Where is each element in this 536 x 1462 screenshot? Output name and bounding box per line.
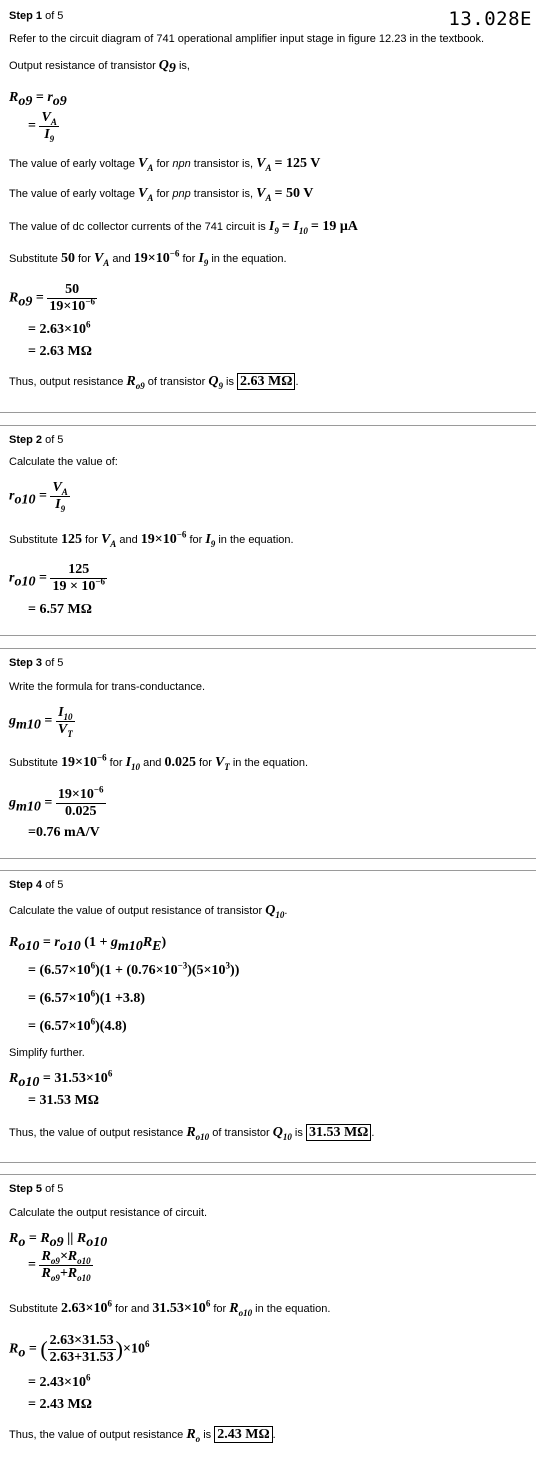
- step-2: [0, 425, 536, 635]
- step-4-formula: $R_{o10} = r_{o10}$ $(1 + g_{m10}R_E)$: [9, 935, 167, 954]
- step-1-calc: $R_{o9}$ = $\frac{50}{19\times 10^{-6}}$: [9, 282, 95, 314]
- step-3-result: =0.76 mA/V: [28, 825, 100, 840]
- step-3: [0, 648, 536, 858]
- step-2-header: Step 2 of 5: [9, 434, 64, 446]
- step-3-calc: $g_{m10}$ = $\frac{19\times 10^{-6}}{0.025}$: [9, 784, 104, 819]
- step-4-line-4: = $(6.57\times 10^6)(4.8)$: [28, 1016, 127, 1034]
- step-5-conclusion: Thus, the value of output resistance $R_o$ is 2.43 MΩ .: [9, 1427, 276, 1444]
- step-4: [0, 870, 536, 1162]
- step-5-header: Step 5 of 5: [9, 1183, 64, 1195]
- step-4-conclusion: Thus, the value of output resistance $R_{o10}$ of transistor $Q_{10}$ is 31.53 MΩ .: [9, 1125, 375, 1142]
- step-5-calc: $R_o$ = ( $\frac{2.63\times 31.53}{2.63+31.53}$ )$\times 10^6$: [9, 1333, 150, 1365]
- step-4-simplify: Simplify further.: [9, 1047, 85, 1059]
- step-1-line-5: The value of dc collector currents of the 741 circuit is $I_9 = I_{10} = 19$ μA: [9, 219, 358, 236]
- divider: [0, 1162, 536, 1163]
- step-1-result-1: = $2.63\times 10^6$: [28, 319, 91, 337]
- step-1-answer-box: 2.63 MΩ: [237, 373, 295, 390]
- divider: [0, 858, 536, 859]
- step-4-header: Step 4 of 5: [9, 879, 64, 891]
- step-4-result-1: $R_{o10} = 31.53\times 10^6$: [9, 1068, 113, 1090]
- step-5-formula-2: = $\frac{R_{o9}\times R_{o10}}{R_{o9}+R_{o10}}$: [28, 1249, 91, 1283]
- step-5-result-1: = $2.43\times 10^6$: [28, 1372, 91, 1390]
- step-3-formula: $g_{m10}$ = $\frac{I_{10}}{V_T}$: [9, 705, 73, 739]
- step-4-intro: Calculate the value of output resistance of transistor $Q_{10}$.: [9, 903, 288, 920]
- step-2-intro: Calculate the value of:: [9, 456, 118, 468]
- step-1-formula-2: = $\frac{V_A}{I_9}$: [28, 110, 57, 144]
- step-1-intro: Refer to the circuit diagram of 741 operational amplifier input stage in figure 12.23 in the textbook.: [9, 33, 485, 45]
- step-5: [0, 1174, 536, 1462]
- step-4-line-3: = $(6.57\times 10^6)(1 +3.8)$: [28, 988, 146, 1006]
- step-3-intro: Write the formula for trans-conductance.: [9, 681, 206, 693]
- step-2-result: = 6.57 MΩ: [28, 602, 92, 617]
- divider: [0, 412, 536, 413]
- step-1-line-4: The value of early voltage $V_A$ for pnp transistor is, $V_A = 50$ V: [9, 186, 314, 203]
- step-4-result-2: = 31.53 MΩ: [28, 1093, 99, 1108]
- step-3-header: Step 3 of 5: [9, 657, 64, 669]
- step-5-formula-1: $R_o = R_{o9}$ || $R_{o10}$: [9, 1231, 108, 1250]
- step-5-answer-box: 2.43 MΩ: [214, 1426, 272, 1443]
- step-1-line-3: The value of early voltage $V_A$ for npn transistor is, $V_A = 125$ V: [9, 156, 321, 173]
- step-5-substitute: Substitute $2.63\times 10^6$ for and $31.53\times 10^6$ for $R_{o10}$ in the equation.: [9, 1298, 331, 1318]
- step-5-intro: Calculate the output resistance of circuit.: [9, 1207, 208, 1219]
- step-1: [0, 0, 536, 412]
- step-1-formula-1: $R_{o9} = r_{o9}$: [9, 90, 67, 109]
- step-1-conclusion: Thus, output resistance $R_{o9}$ of transistor $Q_9$ is 2.63 MΩ .: [9, 374, 299, 391]
- divider: [0, 635, 536, 636]
- step-1-result-2: = 2.63 MΩ: [28, 344, 92, 359]
- step-1-substitute: Substitute 50 for $V_A$ and $19\times 10^{-6}$ for $I_9$ in the equation.: [9, 248, 287, 268]
- step-4-answer-box: 31.53 MΩ: [306, 1124, 371, 1141]
- step-1-header: Step 1 of 5: [9, 10, 64, 22]
- step-2-formula: $r_{o10}$ = $\frac{V_A}{I_9}$: [9, 480, 68, 514]
- step-3-substitute: Substitute $19\times 10^{-6}$ for $I_{10}$ and 0.025 for $V_T$ in the equation.: [9, 752, 309, 772]
- step-5-result-2: = 2.43 MΩ: [28, 1397, 92, 1412]
- step-1-line-2: Output resistance of transistor $Q_9$ is,: [9, 58, 190, 77]
- step-2-substitute: Substitute 125 for $V_A$ and $19\times 10^{-6}$ for $I_9$ in the equation.: [9, 529, 294, 549]
- step-2-calc: $r_{o10}$ = $\frac{125}{19 \times 10^{-6}}$: [9, 562, 106, 594]
- problem-id: 13.028E: [448, 8, 532, 30]
- step-4-line-2: = $(6.57\times 10^6)(1 + (0.76\times 10^{-3})(5\times 10^3))$: [28, 960, 240, 978]
